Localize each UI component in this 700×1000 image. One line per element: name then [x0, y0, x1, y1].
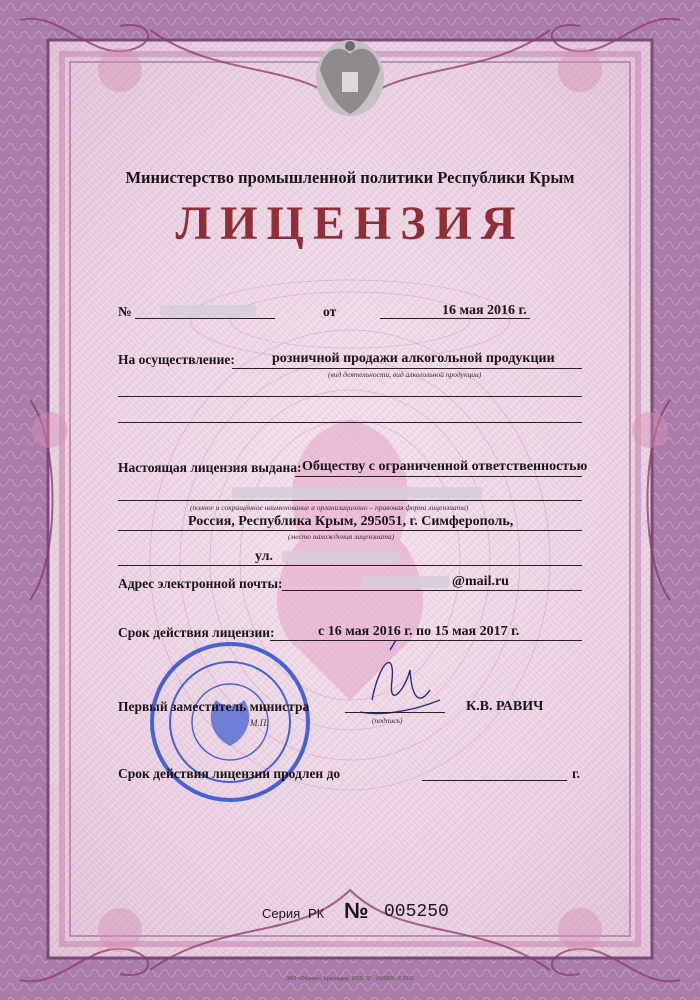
signature-caption: (подпись): [372, 716, 403, 725]
activity-line-3: [118, 422, 582, 423]
validity-value: с 16 мая 2016 г. по 15 мая 2017 г.: [318, 624, 520, 639]
document-title: ЛИЦЕНЗИЯ: [175, 197, 525, 250]
activity-value: розничной продажи алкогольной продукции: [272, 351, 555, 366]
redacted-street: [282, 551, 400, 563]
address-caption: (место нахождения лицензиата): [288, 532, 395, 541]
redacted-email-user: [362, 576, 450, 588]
issued-value: Обществу с ограниченной ответственностью: [302, 459, 588, 474]
signature-line: [345, 712, 445, 713]
issued-line-2: [118, 500, 582, 501]
series-number-sign: №: [344, 898, 369, 923]
activity-line: [232, 368, 582, 369]
signer-title: Первый заместитель министра: [118, 699, 310, 714]
activity-line-2: [118, 396, 582, 397]
email-value: @mail.ru: [452, 574, 509, 589]
date-value: 16 мая 2016 г.: [442, 303, 527, 318]
ministry-name: Министерство промышленной политики Республики Крым: [125, 168, 575, 187]
activity-caption: (вид деятельности, вид алкогольной продукции): [328, 370, 482, 379]
email-line: [282, 590, 582, 591]
number-line: [135, 318, 275, 319]
issued-label: Настоящая лицензия выдана:: [118, 460, 302, 475]
extended-label: Срок действия лицензии продлен до: [118, 766, 341, 781]
email-label: Адрес электронной почты:: [118, 576, 283, 591]
address-line: [118, 530, 582, 531]
redacted-company-name: [232, 487, 482, 499]
street-line: [118, 565, 582, 566]
series-number: 005250: [384, 902, 449, 922]
coat-of-arms-emblem: [316, 40, 384, 116]
issued-line: [295, 476, 582, 477]
activity-label: На осуществление:: [118, 352, 235, 367]
validity-label: Срок действия лицензии:: [118, 625, 275, 640]
street-prefix: ул.: [255, 549, 274, 564]
extended-line: [422, 780, 567, 781]
date-label: от: [323, 304, 337, 319]
series-label: Серия: [262, 906, 301, 921]
printer-imprint: ЗАО «Опцион», Краснодар, 2016, "Б", т.500000, © 2016: [286, 976, 414, 982]
signer-name: К.В. РАВИЧ: [466, 699, 544, 714]
validity-line: [270, 640, 582, 641]
stamp-mark: М.П.: [250, 718, 269, 728]
address-value: Россия, Республика Крым, 295051, г. Симферополь,: [188, 514, 514, 529]
number-label: №: [118, 304, 132, 319]
issued-caption: (полное и сокращённое наименование и организационно – правовая форма лицензиата): [190, 503, 469, 512]
series-code: РК: [308, 906, 325, 921]
redacted-number: [160, 305, 256, 317]
extended-suffix: г.: [572, 766, 580, 781]
